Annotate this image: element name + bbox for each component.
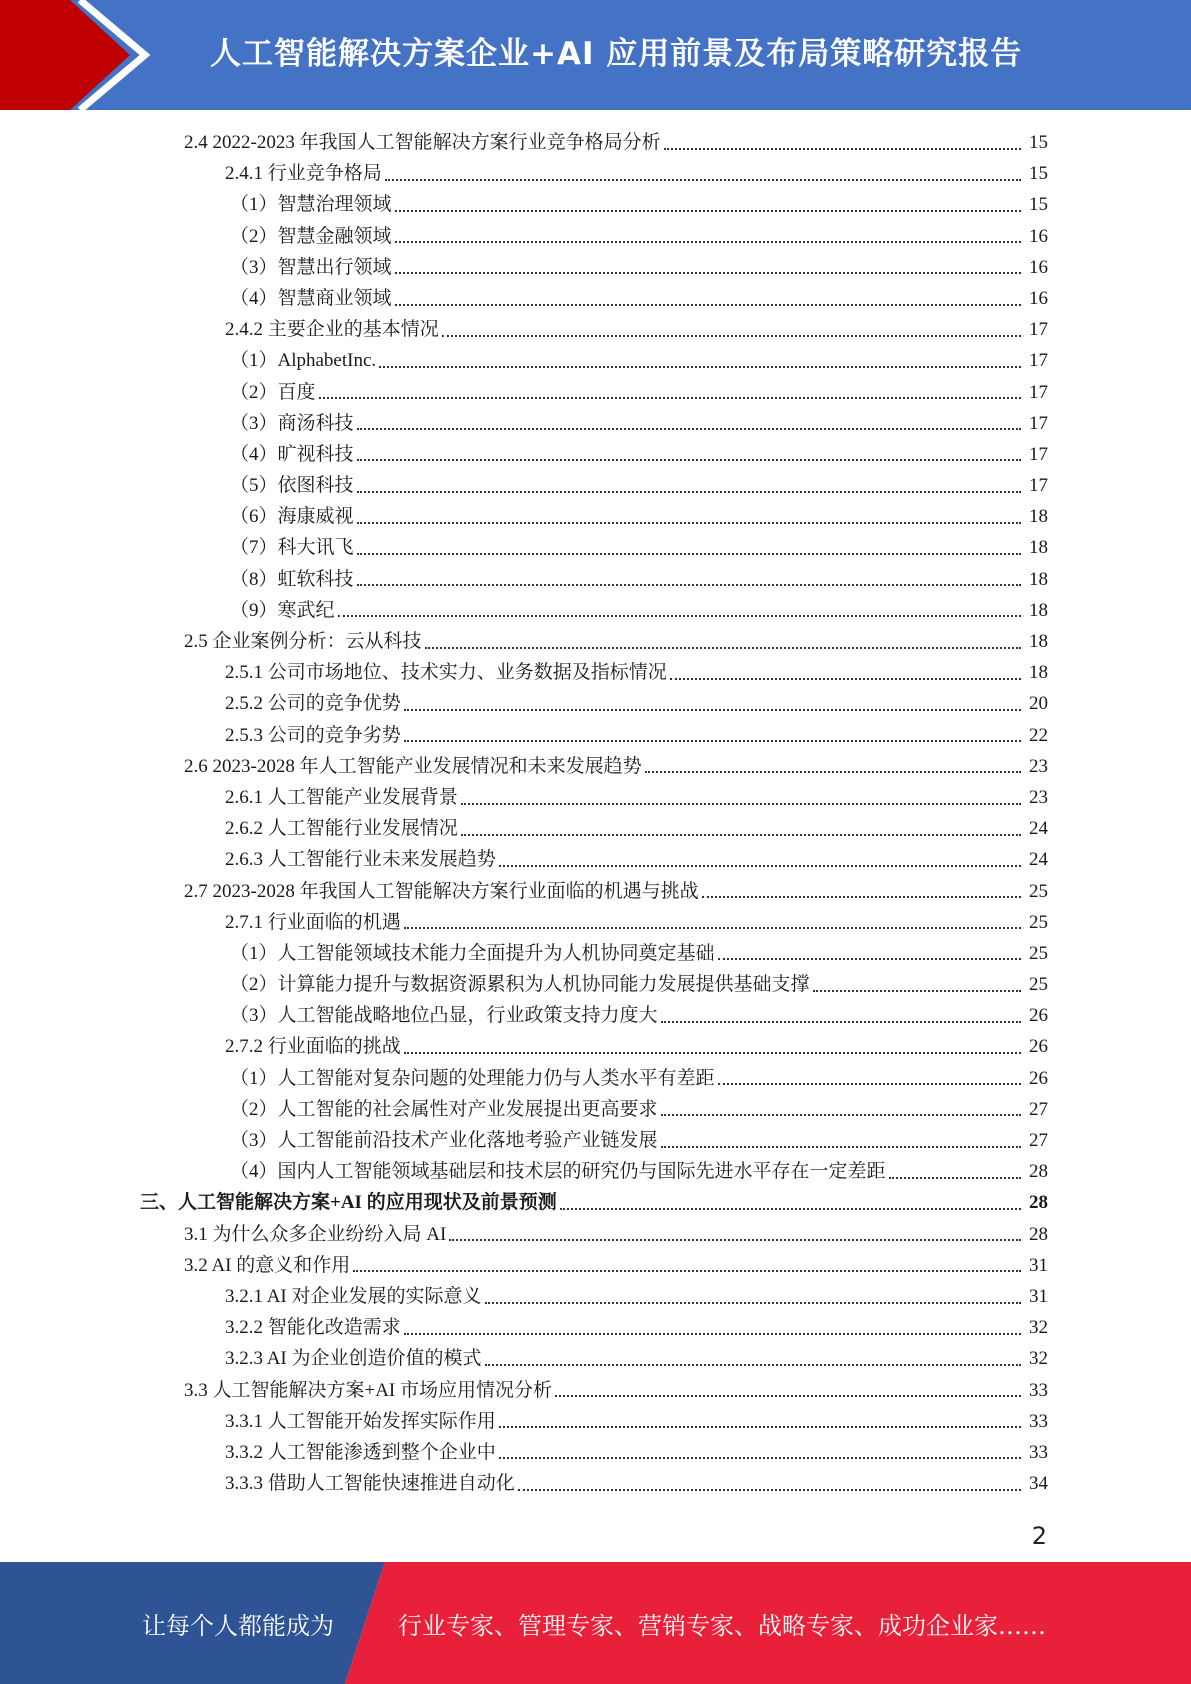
toc-entry[interactable] xyxy=(0,252,1191,283)
toc-entry[interactable] xyxy=(0,1468,1191,1499)
toc-dot-leader xyxy=(357,471,1021,493)
toc-entry-title: 3.2.2 智能化改造需求 xyxy=(225,1317,401,1339)
toc-dot-leader xyxy=(661,1126,1021,1148)
toc-dot-leader xyxy=(395,221,1021,243)
toc-entry[interactable] xyxy=(0,688,1191,719)
toc-entry[interactable] xyxy=(0,813,1191,844)
toc-entry[interactable] xyxy=(0,626,1191,657)
toc-entry-page: 23 xyxy=(1029,786,1048,808)
toc-entry-page: 17 xyxy=(1029,412,1048,434)
footer-slogan-right: 行业专家、管理专家、营销专家、战略专家、成功企业家…… xyxy=(398,1612,1046,1640)
toc-entry[interactable] xyxy=(0,1094,1191,1125)
toc-entry-title: 2.6.3 人工智能行业未来发展趋势 xyxy=(225,849,496,871)
toc-entry[interactable] xyxy=(0,876,1191,907)
document-title: 人工智能解决方案企业+AI 应用前景及布局策略研究报告 xyxy=(210,36,1023,72)
toc-entry[interactable] xyxy=(0,969,1191,1000)
toc-entry[interactable] xyxy=(0,1156,1191,1187)
toc-entry-title: （5）依图科技 xyxy=(230,475,354,497)
toc-entry[interactable] xyxy=(0,1406,1191,1437)
toc-entry[interactable] xyxy=(0,782,1191,813)
toc-entry-title: （2）计算能力提升与数据资源累积为人机协同能力发展提供基础支撑 xyxy=(230,974,810,996)
toc-dot-leader xyxy=(404,1032,1021,1054)
toc-entry[interactable] xyxy=(0,127,1191,158)
toc-entry-page: 26 xyxy=(1029,1036,1048,1058)
toc-entry[interactable] xyxy=(0,314,1191,345)
toc-entry[interactable] xyxy=(0,345,1191,376)
toc-entry-title: （7）科大讯飞 xyxy=(230,537,354,559)
toc-entry-page: 32 xyxy=(1029,1348,1048,1370)
toc-dot-leader xyxy=(353,1250,1021,1272)
toc-entry-page: 17 xyxy=(1029,319,1048,341)
toc-entry-title: 2.6.1 人工智能产业发展背景 xyxy=(225,786,458,808)
toc-entry-page: 15 xyxy=(1029,132,1048,153)
toc-entry-title: 2.4.2 主要企业的基本情况 xyxy=(225,319,439,341)
toc-entry[interactable] xyxy=(0,470,1191,501)
toc-dot-leader xyxy=(319,377,1021,399)
toc-entry-page: 33 xyxy=(1029,1379,1048,1401)
toc-entry-title: （4）旷视科技 xyxy=(230,443,354,465)
toc-entry-page: 17 xyxy=(1029,443,1048,465)
toc-entry-page: 34 xyxy=(1029,1473,1048,1495)
toc-dot-leader xyxy=(499,1437,1021,1459)
toc-dot-leader xyxy=(357,408,1021,430)
toc-dot-leader xyxy=(379,346,1021,368)
toc-dot-leader xyxy=(449,1219,1021,1241)
toc-entry-title: 3.3 人工智能解决方案+AI 市场应用情况分析 xyxy=(184,1379,553,1401)
toc-entry-title: 2.7.2 行业面临的挑战 xyxy=(225,1036,401,1058)
toc-entry[interactable] xyxy=(0,1250,1191,1281)
toc-entry[interactable] xyxy=(0,657,1191,688)
toc-entry-page: 17 xyxy=(1029,350,1048,372)
toc-dot-leader xyxy=(357,439,1021,461)
toc-entry-page: 28 xyxy=(1029,1223,1048,1245)
toc-entry-title: （1）AlphabetInc. xyxy=(230,350,377,372)
toc-dot-leader xyxy=(889,1157,1021,1179)
toc-dot-leader xyxy=(404,907,1021,929)
toc-entry[interactable] xyxy=(0,844,1191,875)
toc-entry[interactable] xyxy=(0,1000,1191,1031)
toc-entry-title: 3.3.3 借助人工智能快速推进自动化 xyxy=(225,1473,515,1495)
toc-dot-leader xyxy=(661,1094,1021,1116)
toc-entry[interactable] xyxy=(0,501,1191,532)
toc-entry-title: 2.5.2 公司的竞争优势 xyxy=(225,693,401,715)
toc-dot-leader xyxy=(718,1063,1021,1085)
toc-entry[interactable] xyxy=(0,189,1191,220)
toc-entry[interactable] xyxy=(0,1343,1191,1374)
toc-entry-page: 24 xyxy=(1029,849,1048,871)
toc-entry-title: （2）人工智能的社会属性对产业发展提出更高要求 xyxy=(230,1098,658,1120)
toc-entry-title: 3.3.2 人工智能渗透到整个企业中 xyxy=(225,1441,496,1463)
toc-dot-leader xyxy=(404,1313,1021,1335)
toc-entry-page: 26 xyxy=(1029,1005,1048,1027)
toc-entry-page: 15 xyxy=(1029,194,1048,216)
toc-entry-page: 17 xyxy=(1029,475,1048,497)
toc-entry-title: 2.6 2023-2028 年人工智能产业发展情况和未来发展趋势 xyxy=(184,755,642,777)
toc-entry[interactable] xyxy=(0,907,1191,938)
toc-entry-page: 31 xyxy=(1029,1254,1048,1276)
toc-entry-page: 33 xyxy=(1029,1410,1048,1432)
toc-entry[interactable] xyxy=(0,938,1191,969)
toc-entry-page: 32 xyxy=(1029,1317,1048,1339)
toc-entry[interactable] xyxy=(0,1281,1191,1312)
toc-entry-page: 18 xyxy=(1029,568,1048,590)
toc-dot-leader xyxy=(357,533,1021,555)
toc-entry-page: 25 xyxy=(1029,942,1048,964)
toc-dot-leader xyxy=(718,938,1021,960)
toc-entry-title: 2.7 2023-2028 年我国人工智能解决方案行业面临的机遇与挑战 xyxy=(184,880,699,902)
toc-dot-leader xyxy=(404,720,1021,742)
toc-entry-page: 26 xyxy=(1029,1067,1048,1089)
footer-slogan-left: 让每个人都能成为 xyxy=(142,1612,334,1640)
toc-entry-title: 3.2.3 AI 为企业创造价值的模式 xyxy=(225,1348,482,1370)
toc-entry[interactable] xyxy=(0,377,1191,408)
toc-entry-page: 27 xyxy=(1029,1130,1048,1151)
toc-entry-title: （1）智慧治理领域 xyxy=(230,194,392,216)
toc-entry-title: （4）国内人工智能领域基础层和技术层的研究仍与国际先进水平存在一定差距 xyxy=(230,1161,886,1183)
toc-entry-title: （2）百度 xyxy=(230,381,316,403)
toc-dot-leader xyxy=(485,1344,1021,1366)
toc-entry-title: 2.5.3 公司的竞争劣势 xyxy=(225,724,401,746)
toc-entry[interactable] xyxy=(0,283,1191,314)
toc-dot-leader xyxy=(645,751,1021,773)
toc-entry-page: 23 xyxy=(1029,755,1048,777)
toc-entry-title: 3.1 为什么众多企业纷纷入局 AI xyxy=(184,1223,447,1245)
header-arrow-icon xyxy=(0,0,160,110)
toc-entry-page: 22 xyxy=(1029,724,1048,746)
toc-entry-title: （8）虹软科技 xyxy=(230,568,354,590)
toc-entry[interactable] xyxy=(0,1063,1191,1094)
toc-entry-title: （4）智慧商业领域 xyxy=(230,287,392,309)
toc-entry-page: 25 xyxy=(1029,974,1048,996)
toc-dot-leader xyxy=(813,970,1021,992)
toc-entry-title: 2.6.2 人工智能行业发展情况 xyxy=(225,818,458,840)
toc-entry-title: 三、人工智能解决方案+AI 的应用现状及前景预测 xyxy=(140,1192,557,1214)
toc-entry-page: 20 xyxy=(1029,693,1048,715)
toc-dot-leader xyxy=(499,845,1021,867)
toc-entry-title: （6）海康威视 xyxy=(230,506,354,528)
toc-dot-leader xyxy=(395,284,1021,306)
toc-entry-title: 2.4 2022-2023 年我国人工智能解决方案行业竞争格局分析 xyxy=(184,132,661,153)
toc-dot-leader xyxy=(385,159,1021,181)
toc-dot-leader xyxy=(664,128,1021,150)
toc-entry-title: 2.5.1 公司市场地位、技术实力、业务数据及指标情况 xyxy=(225,662,667,684)
page-number: 2 xyxy=(1031,1522,1047,1550)
toc-dot-leader xyxy=(425,627,1021,649)
toc-entry-page: 17 xyxy=(1029,381,1048,403)
toc-entry-page: 25 xyxy=(1029,880,1048,902)
toc-entry[interactable] xyxy=(0,1031,1191,1062)
footer-banner xyxy=(0,1562,1191,1684)
toc-entry[interactable] xyxy=(0,720,1191,751)
toc-entry[interactable] xyxy=(0,408,1191,439)
toc-entry-title: （1）人工智能领域技术能力全面提升为人机协同奠定基础 xyxy=(230,942,715,964)
header-banner xyxy=(0,0,1191,110)
toc-dot-leader xyxy=(518,1469,1021,1491)
toc-entry[interactable] xyxy=(0,221,1191,252)
toc-dot-leader xyxy=(670,658,1021,680)
toc-entry-page: 15 xyxy=(1029,163,1048,185)
toc-entry-title: 2.4.1 行业竞争格局 xyxy=(225,163,382,185)
toc-entry-page: 33 xyxy=(1029,1441,1048,1463)
toc-entry-page: 31 xyxy=(1029,1285,1048,1307)
toc-entry-title: （2）智慧金融领域 xyxy=(230,225,392,247)
toc-entry-title: （3）人工智能战略地位凸显，行业政策支持力度大 xyxy=(230,1005,658,1027)
toc-entry-page: 27 xyxy=(1029,1098,1048,1120)
toc-dot-leader xyxy=(555,1375,1021,1397)
toc-dot-leader xyxy=(357,502,1021,524)
toc-entry[interactable] xyxy=(0,1187,1191,1218)
toc-entry[interactable] xyxy=(0,1312,1191,1343)
toc-entry-title: 3.2 AI 的意义和作用 xyxy=(184,1254,351,1276)
toc-dot-leader xyxy=(485,1282,1021,1304)
toc-entry[interactable] xyxy=(0,439,1191,470)
toc-entry-page: 25 xyxy=(1029,911,1048,933)
toc-entry[interactable] xyxy=(0,1375,1191,1406)
toc-entry-title: 3.2.1 AI 对企业发展的实际意义 xyxy=(225,1285,482,1307)
table-of-contents xyxy=(0,127,1191,1499)
toc-dot-leader xyxy=(404,689,1021,711)
toc-dot-leader xyxy=(395,190,1021,212)
toc-dot-leader xyxy=(442,315,1021,337)
toc-entry-title: （3）商汤科技 xyxy=(230,412,354,434)
toc-dot-leader xyxy=(702,876,1021,898)
toc-entry-page: 16 xyxy=(1029,225,1048,247)
toc-entry-page: 18 xyxy=(1029,537,1048,559)
toc-entry-page: 28 xyxy=(1029,1192,1048,1214)
toc-dot-leader xyxy=(461,814,1021,836)
toc-entry-page: 18 xyxy=(1029,599,1048,621)
toc-dot-leader xyxy=(499,1406,1021,1428)
toc-entry[interactable] xyxy=(0,564,1191,595)
toc-entry-page: 18 xyxy=(1029,506,1048,528)
toc-entry-title: （3）智慧出行领域 xyxy=(230,256,392,278)
toc-entry[interactable] xyxy=(0,158,1191,189)
toc-dot-leader xyxy=(560,1188,1021,1210)
toc-entry-title: 2.5 企业案例分析：云从科技 xyxy=(184,631,422,652)
toc-entry[interactable] xyxy=(0,532,1191,563)
toc-entry-title: （3）人工智能前沿技术产业化落地考验产业链发展 xyxy=(230,1130,658,1151)
toc-entry[interactable] xyxy=(0,751,1191,782)
toc-entry-page: 18 xyxy=(1029,662,1048,684)
toc-entry-title: 2.7.1 行业面临的机遇 xyxy=(225,911,401,933)
toc-entry-page: 24 xyxy=(1029,818,1048,840)
toc-entry-page: 18 xyxy=(1029,631,1048,652)
toc-dot-leader xyxy=(461,783,1021,805)
toc-entry-page: 28 xyxy=(1029,1161,1048,1183)
toc-dot-leader xyxy=(661,1001,1021,1023)
toc-dot-leader xyxy=(357,564,1021,586)
toc-entry[interactable] xyxy=(0,1219,1191,1250)
toc-dot-leader xyxy=(395,252,1021,274)
toc-entry-title: （9）寒武纪 xyxy=(230,599,335,621)
toc-entry-page: 16 xyxy=(1029,287,1048,309)
toc-entry[interactable] xyxy=(0,595,1191,626)
toc-entry-title: （1）人工智能对复杂问题的处理能力仍与人类水平有差距 xyxy=(230,1067,715,1089)
toc-entry[interactable] xyxy=(0,1125,1191,1156)
toc-entry-title: 3.3.1 人工智能开始发挥实际作用 xyxy=(225,1410,496,1432)
toc-entry-page: 16 xyxy=(1029,256,1048,278)
toc-entry[interactable] xyxy=(0,1437,1191,1468)
toc-dot-leader xyxy=(338,595,1021,617)
